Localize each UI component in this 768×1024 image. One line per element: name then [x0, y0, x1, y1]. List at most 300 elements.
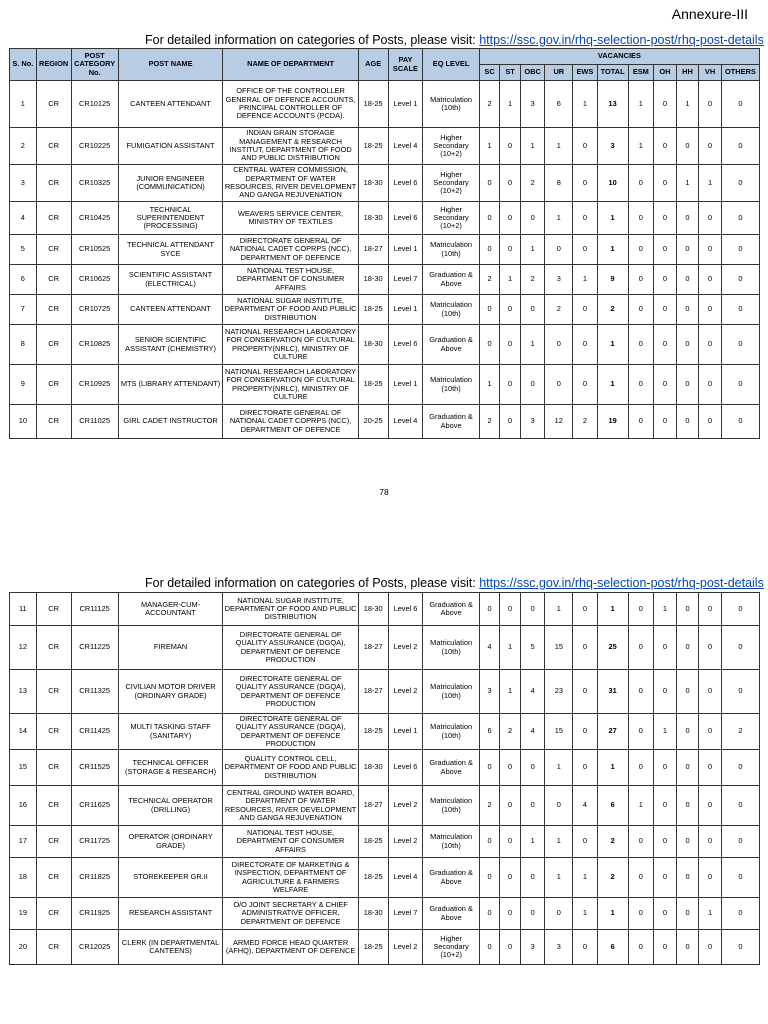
- cell-ews: 1: [573, 858, 598, 898]
- cell-oh: 0: [654, 165, 677, 202]
- cell-total: 6: [597, 786, 628, 826]
- cell-department: NATIONAL RESEARCH LABORATORY FOR CONSERVATION OF CULTURAL PROPERTY(NRLC), MINISTRY OF CULTURE: [223, 365, 358, 405]
- cell-department: NATIONAL RESEARCH LABORATORY FOR CONSERVATION OF CULTURAL PROPERTY(NRLC), MINISTRY OF CULTURE: [223, 325, 358, 365]
- cell-obc: 1: [520, 235, 545, 265]
- cell-pay-scale: Level 6: [388, 593, 423, 626]
- table-row: [10, 325, 760, 365]
- cell-eq-level: Graduation & Above: [423, 325, 479, 365]
- cell-vh: 0: [699, 858, 722, 898]
- cell-st: 0: [500, 235, 521, 265]
- cell-eq-level: Higher Secondary (10+2): [423, 128, 479, 165]
- cell-pay-scale: Level 1: [388, 235, 423, 265]
- cell-ews: 0: [573, 930, 598, 965]
- cell-sc: 2: [479, 786, 500, 826]
- cell-total: 2: [597, 858, 628, 898]
- cell-total: 1: [597, 202, 628, 235]
- cell-ews: 0: [573, 325, 598, 365]
- cell-region: CR: [36, 898, 71, 930]
- cell-eq-level: Graduation & Above: [423, 858, 479, 898]
- cell-pay-scale: Level 1: [388, 365, 423, 405]
- cell-post-name: RESEARCH ASSISTANT: [118, 898, 223, 930]
- cell-st: 0: [500, 898, 521, 930]
- cell-pay-scale: Level 4: [388, 405, 423, 439]
- cell-total: 1: [597, 365, 628, 405]
- cell-post-name: STOREKEEPER GR.II: [118, 858, 223, 898]
- cell-sc: 0: [479, 235, 500, 265]
- cell-sno: 13: [10, 670, 37, 714]
- cell-eq-level: Higher Secondary (10+2): [423, 165, 479, 202]
- cell-hh: 0: [676, 128, 699, 165]
- cell-post-category: CR11825: [71, 858, 118, 898]
- header-eq-level: EQ LEVEL: [423, 49, 479, 81]
- cell-sc: 0: [479, 858, 500, 898]
- cell-vh: 0: [699, 235, 722, 265]
- cell-esm: 0: [628, 826, 654, 858]
- cell-obc: 2: [520, 265, 545, 295]
- cell-oh: 0: [654, 295, 677, 325]
- cell-hh: 0: [676, 750, 699, 786]
- cell-post-name: MTS (LIBRARY ATTENDANT): [118, 365, 223, 405]
- cell-vh: 0: [699, 265, 722, 295]
- cell-sno: 14: [10, 714, 37, 750]
- cell-post-name: CLERK (IN DEPARTMENTAL CANTEENS): [118, 930, 223, 965]
- cell-ur: 3: [545, 930, 573, 965]
- cell-post-category: CR11725: [71, 826, 118, 858]
- cell-hh: 0: [676, 235, 699, 265]
- cell-eq-level: Matriculation (10th): [423, 235, 479, 265]
- cell-st: 0: [500, 325, 521, 365]
- cell-hh: 0: [676, 593, 699, 626]
- cell-sc: 0: [479, 930, 500, 965]
- cell-post-category: CR11125: [71, 593, 118, 626]
- cell-total: 27: [597, 714, 628, 750]
- cell-esm: 0: [628, 750, 654, 786]
- cell-hh: 1: [676, 81, 699, 128]
- table-header: [10, 49, 760, 81]
- cell-ews: 0: [573, 365, 598, 405]
- cell-post-category: CR11325: [71, 670, 118, 714]
- cell-st: 0: [500, 165, 521, 202]
- cell-st: 1: [500, 265, 521, 295]
- cell-oh: 0: [654, 81, 677, 128]
- cell-age: 18-25: [358, 858, 388, 898]
- cell-age: 18-25: [358, 365, 388, 405]
- cell-total: 1: [597, 593, 628, 626]
- cell-others: 0: [721, 165, 759, 202]
- cell-sc: 0: [479, 826, 500, 858]
- cell-hh: 0: [676, 930, 699, 965]
- cell-region: CR: [36, 826, 71, 858]
- cell-sc: 0: [479, 202, 500, 235]
- cell-ur: 6: [545, 81, 573, 128]
- cell-age: 18-25: [358, 714, 388, 750]
- cell-sc: 0: [479, 593, 500, 626]
- cell-eq-level: Matriculation (10th): [423, 826, 479, 858]
- cell-total: 13: [597, 81, 628, 128]
- cell-sc: 1: [479, 365, 500, 405]
- cell-region: CR: [36, 858, 71, 898]
- header-ur: UR: [545, 65, 573, 81]
- cell-oh: 0: [654, 626, 677, 670]
- cell-ews: 1: [573, 265, 598, 295]
- cell-post-category: CR10825: [71, 325, 118, 365]
- cell-esm: 0: [628, 898, 654, 930]
- cell-obc: 3: [520, 81, 545, 128]
- cell-post-name: JUNIOR ENGINEER (COMMUNICATION): [118, 165, 223, 202]
- cell-ews: 0: [573, 670, 598, 714]
- header-esm: ESM: [628, 65, 654, 81]
- cell-sno: 6: [10, 265, 37, 295]
- cell-ur: 23: [545, 670, 573, 714]
- cell-post-name: FIREMAN: [118, 626, 223, 670]
- cell-post-category: CR12025: [71, 930, 118, 965]
- cell-region: CR: [36, 405, 71, 439]
- cell-vh: 0: [699, 670, 722, 714]
- cell-eq-level: Higher Secondary (10+2): [423, 202, 479, 235]
- cell-eq-level: Matriculation (10th): [423, 714, 479, 750]
- cell-pay-scale: Level 6: [388, 750, 423, 786]
- cell-obc: 1: [520, 325, 545, 365]
- cell-vh: 0: [699, 593, 722, 626]
- cell-oh: 0: [654, 898, 677, 930]
- cell-obc: 4: [520, 714, 545, 750]
- cell-region: CR: [36, 265, 71, 295]
- cell-age: 18-30: [358, 750, 388, 786]
- cell-ur: 1: [545, 128, 573, 165]
- cell-ews: 0: [573, 593, 598, 626]
- cell-pay-scale: Level 1: [388, 81, 423, 128]
- info-text: For detailed information on categories of Posts, please visit:: [145, 576, 480, 590]
- cell-sno: 9: [10, 365, 37, 405]
- cell-ews: 0: [573, 202, 598, 235]
- cell-hh: 0: [676, 325, 699, 365]
- cell-others: 0: [721, 325, 759, 365]
- cell-department: DIRECTORATE GENERAL OF QUALITY ASSURANCE (DGQA), DEPARTMENT OF DEFENCE PRODUCTION: [223, 626, 358, 670]
- cell-post-name: TECHNICAL SUPERINTENDENT (PROCESSING): [118, 202, 223, 235]
- cell-post-category: CR10725: [71, 295, 118, 325]
- cell-ur: 0: [545, 898, 573, 930]
- cell-post-name: FUMIGATION ASSISTANT: [118, 128, 223, 165]
- cell-vh: 0: [699, 295, 722, 325]
- cell-esm: 0: [628, 325, 654, 365]
- header-oh: OH: [654, 65, 677, 81]
- cell-obc: 0: [520, 202, 545, 235]
- table-row: [10, 81, 760, 128]
- table-row: [10, 265, 760, 295]
- cell-esm: 0: [628, 714, 654, 750]
- cell-obc: 2: [520, 165, 545, 202]
- header-department: NAME OF DEPARTMENT: [223, 49, 358, 81]
- cell-age: 18-30: [358, 202, 388, 235]
- cell-st: 0: [500, 930, 521, 965]
- cell-sno: 20: [10, 930, 37, 965]
- cell-ur: 8: [545, 165, 573, 202]
- cell-esm: 0: [628, 858, 654, 898]
- annexure-label: Annexure-III: [671, 6, 748, 22]
- cell-department: CENTRAL WATER COMMISSION, DEPARTMENT OF WATER RESOURCES, RIVER DEVELOPMENT AND GANGA REJUVENATION: [223, 165, 358, 202]
- header-st: ST: [500, 65, 521, 81]
- cell-eq-level: Graduation & Above: [423, 898, 479, 930]
- cell-age: 18-30: [358, 165, 388, 202]
- cell-post-name: CANTEEN ATTENDANT: [118, 295, 223, 325]
- cell-region: CR: [36, 325, 71, 365]
- cell-ews: 4: [573, 786, 598, 826]
- header-age: AGE: [358, 49, 388, 81]
- cell-department: DIRECTORATE GENERAL OF NATIONAL CADET COPRPS (NCC), DEPARTMENT OF DEFENCE: [223, 235, 358, 265]
- cell-sc: 2: [479, 265, 500, 295]
- header-vacancies: VACANCIES: [479, 49, 759, 65]
- cell-age: 18-25: [358, 826, 388, 858]
- cell-total: 10: [597, 165, 628, 202]
- cell-oh: 0: [654, 365, 677, 405]
- cell-esm: 0: [628, 405, 654, 439]
- cell-esm: 0: [628, 365, 654, 405]
- cell-region: CR: [36, 670, 71, 714]
- cell-sc: 1: [479, 128, 500, 165]
- cell-others: 2: [721, 714, 759, 750]
- header-others: OTHERS: [721, 65, 759, 81]
- cell-total: 6: [597, 930, 628, 965]
- cell-oh: 0: [654, 325, 677, 365]
- cell-post-name: SCIENTIFIC ASSISTANT (ELECTRICAL): [118, 265, 223, 295]
- cell-st: 0: [500, 128, 521, 165]
- cell-others: 0: [721, 826, 759, 858]
- cell-others: 0: [721, 930, 759, 965]
- cell-sno: 11: [10, 593, 37, 626]
- cell-region: CR: [36, 930, 71, 965]
- cell-total: 3: [597, 128, 628, 165]
- table-row: [10, 898, 760, 930]
- cell-st: 1: [500, 670, 521, 714]
- cell-hh: 0: [676, 265, 699, 295]
- cell-sno: 5: [10, 235, 37, 265]
- cell-oh: 0: [654, 826, 677, 858]
- cell-post-category: CR10225: [71, 128, 118, 165]
- cell-ews: 1: [573, 898, 598, 930]
- cell-obc: 3: [520, 405, 545, 439]
- cell-oh: 1: [654, 593, 677, 626]
- cell-post-name: TECHNICAL OFFICER (STORAGE & RESEARCH): [118, 750, 223, 786]
- cell-department: NATIONAL SUGAR INSTITUTE, DEPARTMENT OF FOOD AND PUBLIC DISTRIBUTION: [223, 295, 358, 325]
- table-row: [10, 235, 760, 265]
- cell-sno: 19: [10, 898, 37, 930]
- cell-post-name: SENIOR SCIENTIFIC ASSISTANT (CHEMISTRY): [118, 325, 223, 365]
- cell-age: 18-25: [358, 81, 388, 128]
- cell-oh: 0: [654, 202, 677, 235]
- cell-sc: 2: [479, 81, 500, 128]
- cell-ews: 0: [573, 165, 598, 202]
- cell-age: 18-30: [358, 325, 388, 365]
- cell-others: 0: [721, 81, 759, 128]
- table-row: [10, 365, 760, 405]
- cell-department: NATIONAL TEST HOUSE, DEPARTMENT OF CONSUMER AFFAIRS: [223, 826, 358, 858]
- cell-hh: 0: [676, 365, 699, 405]
- cell-total: 1: [597, 235, 628, 265]
- vacancy-table-bottom: [9, 592, 760, 965]
- cell-pay-scale: Level 6: [388, 202, 423, 235]
- cell-ur: 1: [545, 750, 573, 786]
- table-row: [10, 295, 760, 325]
- cell-vh: 1: [699, 165, 722, 202]
- cell-age: 18-27: [358, 626, 388, 670]
- cell-st: 0: [500, 826, 521, 858]
- header-post-category: POST CATEGORY No.: [71, 49, 118, 81]
- cell-sc: 2: [479, 405, 500, 439]
- cell-esm: 0: [628, 295, 654, 325]
- cell-obc: 0: [520, 365, 545, 405]
- cell-age: 18-27: [358, 670, 388, 714]
- cell-post-name: MANAGER-CUM-ACCOUNTANT: [118, 593, 223, 626]
- header-ews: EWS: [573, 65, 598, 81]
- cell-post-category: CR11425: [71, 714, 118, 750]
- table-row: [10, 858, 760, 898]
- cell-department: O/O JOINT SECRETARY & CHIEF ADMINISTRATIVE OFFICER, DEPARTMENT OF DEFENCE: [223, 898, 358, 930]
- post-details-link[interactable]: https://ssc.gov.in/rhq-selection-post/rhq-post-details: [479, 576, 764, 590]
- cell-post-name: TECHNICAL ATTENDANT SYCE: [118, 235, 223, 265]
- cell-post-category: CR10125: [71, 81, 118, 128]
- cell-sno: 16: [10, 786, 37, 826]
- cell-total: 2: [597, 295, 628, 325]
- header-sno: S. No.: [10, 49, 37, 81]
- cell-others: 0: [721, 898, 759, 930]
- table-row: [10, 626, 760, 670]
- header-hh: HH: [676, 65, 699, 81]
- cell-st: 0: [500, 295, 521, 325]
- cell-ur: 1: [545, 593, 573, 626]
- cell-hh: 0: [676, 295, 699, 325]
- cell-obc: 0: [520, 858, 545, 898]
- header-region: REGION: [36, 49, 71, 81]
- cell-eq-level: Graduation & Above: [423, 405, 479, 439]
- cell-eq-level: Graduation & Above: [423, 593, 479, 626]
- cell-vh: 0: [699, 405, 722, 439]
- cell-region: CR: [36, 365, 71, 405]
- cell-others: 0: [721, 626, 759, 670]
- cell-others: 0: [721, 265, 759, 295]
- cell-ews: 2: [573, 405, 598, 439]
- cell-total: 1: [597, 898, 628, 930]
- cell-post-name: MULTI TASKING STAFF (SANITARY): [118, 714, 223, 750]
- cell-esm: 0: [628, 235, 654, 265]
- cell-department: OFFICE OF THE CONTROLLER GENERAL OF DEFENCE ACCOUNTS, PRINCIPAL CONTROLLER OF DEFENCE ACCOUNTS (PCDA).: [223, 81, 358, 128]
- cell-pay-scale: Level 6: [388, 325, 423, 365]
- cell-obc: 4: [520, 670, 545, 714]
- cell-ur: 0: [545, 325, 573, 365]
- cell-pay-scale: Level 2: [388, 930, 423, 965]
- cell-sc: 0: [479, 325, 500, 365]
- cell-hh: 1: [676, 165, 699, 202]
- cell-hh: 0: [676, 670, 699, 714]
- cell-ur: 3: [545, 265, 573, 295]
- cell-post-category: CR10625: [71, 265, 118, 295]
- cell-eq-level: Matriculation (10th): [423, 626, 479, 670]
- header-pay-scale: PAY SCALE: [388, 49, 423, 81]
- cell-obc: 0: [520, 593, 545, 626]
- cell-sc: 0: [479, 750, 500, 786]
- cell-esm: 0: [628, 202, 654, 235]
- cell-pay-scale: Level 2: [388, 786, 423, 826]
- cell-sc: 0: [479, 165, 500, 202]
- table-row: [10, 714, 760, 750]
- cell-post-name: OPERATOR (ORDINARY GRADE): [118, 826, 223, 858]
- cell-sc: 0: [479, 898, 500, 930]
- cell-ews: 1: [573, 81, 598, 128]
- table-row: [10, 826, 760, 858]
- cell-sc: 3: [479, 670, 500, 714]
- table-row: [10, 930, 760, 965]
- cell-pay-scale: Level 1: [388, 714, 423, 750]
- cell-vh: 0: [699, 626, 722, 670]
- cell-others: 0: [721, 235, 759, 265]
- header-vh: VH: [699, 65, 722, 81]
- cell-others: 0: [721, 365, 759, 405]
- post-details-link[interactable]: https://ssc.gov.in/rhq-selection-post/rhq-post-details: [479, 33, 764, 47]
- info-text: For detailed information on categories of Posts, please visit:: [145, 33, 480, 47]
- header-total: TOTAL: [597, 65, 628, 81]
- cell-oh: 0: [654, 235, 677, 265]
- cell-ews: 0: [573, 128, 598, 165]
- cell-total: 9: [597, 265, 628, 295]
- cell-post-category: CR10425: [71, 202, 118, 235]
- cell-esm: 0: [628, 593, 654, 626]
- cell-department: INDIAN GRAIN STORAGE MANAGEMENT & RESEARCH INSTITUT, DEPARTMENT OF FOOD AND PUBLIC DISTRIBUTION: [223, 128, 358, 165]
- cell-ews: 0: [573, 750, 598, 786]
- cell-ews: 0: [573, 826, 598, 858]
- cell-sc: 6: [479, 714, 500, 750]
- table-row: [10, 593, 760, 626]
- cell-st: 0: [500, 365, 521, 405]
- page-number: 78: [379, 487, 389, 497]
- cell-region: CR: [36, 128, 71, 165]
- cell-age: 18-30: [358, 898, 388, 930]
- cell-ur: 0: [545, 235, 573, 265]
- cell-sno: 8: [10, 325, 37, 365]
- cell-obc: 0: [520, 786, 545, 826]
- cell-vh: 0: [699, 365, 722, 405]
- cell-st: 0: [500, 202, 521, 235]
- cell-age: 18-25: [358, 128, 388, 165]
- cell-age: 18-25: [358, 930, 388, 965]
- cell-st: 0: [500, 750, 521, 786]
- cell-total: 25: [597, 626, 628, 670]
- cell-others: 0: [721, 786, 759, 826]
- cell-ur: 12: [545, 405, 573, 439]
- cell-oh: 0: [654, 265, 677, 295]
- cell-eq-level: Matriculation (10th): [423, 295, 479, 325]
- cell-post-name: GIRL CADET INSTRUCTOR: [118, 405, 223, 439]
- info-line-top: [145, 33, 764, 47]
- cell-post-category: CR11625: [71, 786, 118, 826]
- cell-eq-level: Matriculation (10th): [423, 670, 479, 714]
- cell-obc: 0: [520, 295, 545, 325]
- cell-post-category: CR10925: [71, 365, 118, 405]
- cell-total: 2: [597, 826, 628, 858]
- cell-obc: 5: [520, 626, 545, 670]
- info-line-bottom: [145, 576, 764, 590]
- vacancy-table-top: [9, 48, 760, 439]
- cell-esm: 0: [628, 626, 654, 670]
- cell-department: DIRECTORATE GENERAL OF NATIONAL CADET COPRPS (NCC), DEPARTMENT OF DEFENCE: [223, 405, 358, 439]
- cell-hh: 0: [676, 826, 699, 858]
- cell-hh: 0: [676, 786, 699, 826]
- cell-region: CR: [36, 295, 71, 325]
- cell-ur: 15: [545, 714, 573, 750]
- table-body: [10, 81, 760, 439]
- table-body: [10, 593, 760, 965]
- cell-st: 0: [500, 858, 521, 898]
- cell-ews: 0: [573, 235, 598, 265]
- cell-oh: 0: [654, 670, 677, 714]
